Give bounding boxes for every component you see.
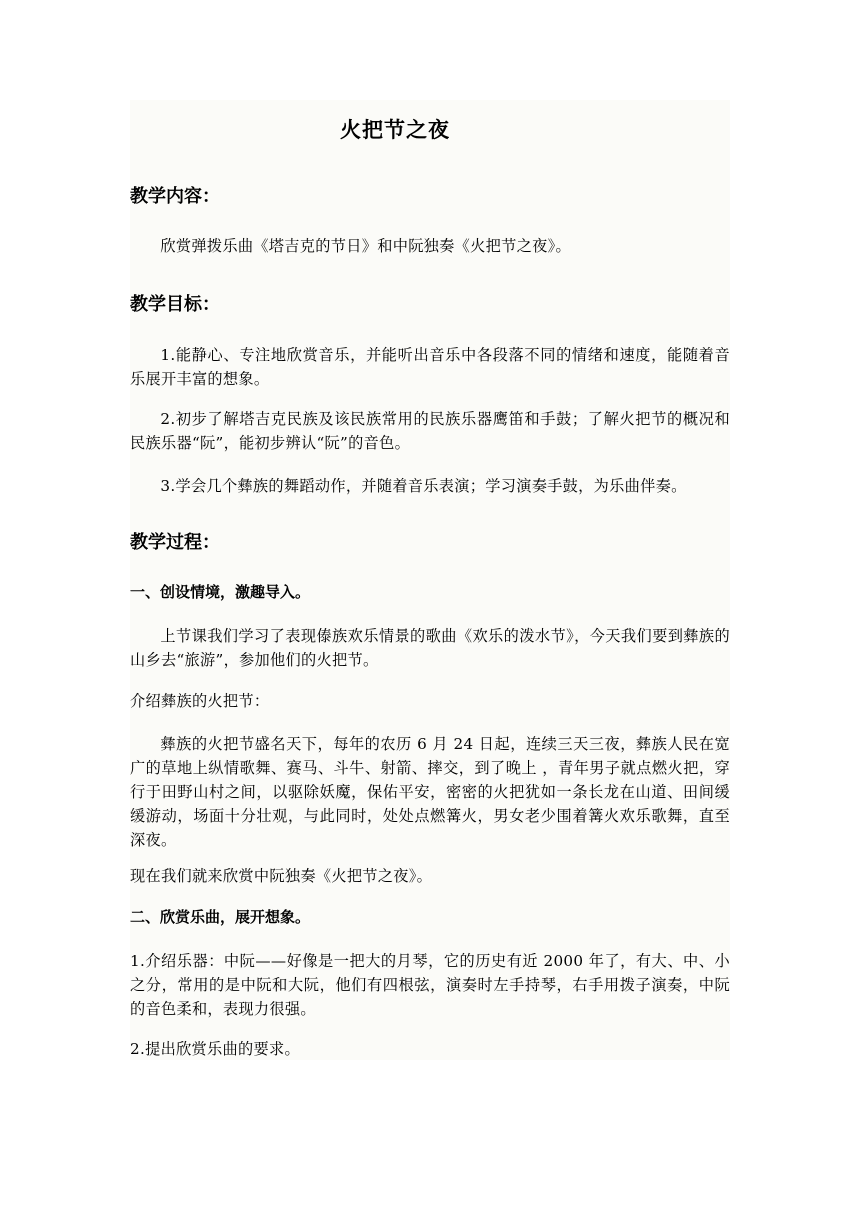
goal-item-2: 2.初步了解塔吉克民族及该民族常用的民族乐器鹰笛和手鼓；了解火把节的概况和民族乐器“阮”，能初步辨认“阮”的音色。	[130, 410, 730, 452]
step1-intro: 上节课我们学习了表现傣族欢乐情景的歌曲《欢乐的泼水节》，今天我们要到彝族的山乡去“旅游”，参加他们的火把节。	[130, 627, 730, 669]
step2-item-2: 2.提出欣赏乐曲的要求。	[130, 1040, 300, 1058]
heading-teaching-content: 教学内容：	[130, 186, 220, 207]
heading-teaching-process: 教学过程：	[130, 532, 220, 553]
step1-label: 介绍彝族的火把节：	[130, 692, 270, 710]
teaching-content-text: 欣赏弹拨乐曲《塔吉克的节日》和中阮独奏《火把节之夜》。	[160, 237, 571, 255]
document-title: 火把节之夜	[340, 117, 450, 142]
step2-heading: 二、欣赏乐曲，展开想象。	[130, 908, 311, 926]
step1-closing: 现在我们就来欣赏中阮独奏《火把节之夜》。	[130, 867, 433, 885]
goal-item-3: 3.学会几个彝族的舞蹈动作，并随着音乐表演；学习演奏手鼓，为乐曲伴奏。	[160, 477, 687, 495]
step2-item-1: 1.介绍乐器：中阮——好像是一把大的月琴，它的历史有近 2000 年了，有大、中、小之分，常用的是中阮和大阮，他们有四根弦，演奏时左手持琴，右手用拨子演奏，中阮的音色柔和，表现力很强。	[130, 952, 730, 1018]
step1-heading: 一、创设情境，激趣导入。	[130, 583, 311, 601]
step1-body: 彝族的火把节盛名天下，每年的农历 6 月 24 日起，连续三天三夜，彝族人民在宽广的草地上纵情歌舞、赛马、斗牛、射箭、摔交，到了晚上 ，青年男子就点燃火把，穿行于田野山村之间，以驱除妖魔，保佑平安，密密的火把犹如一条长龙在山道、田间缓缓游动，场面十分壮观，与此同时，处处点燃篝火，男女老少围着篝火欢乐歌舞，直至深夜。	[130, 735, 730, 849]
heading-teaching-goals: 教学目标：	[130, 294, 220, 315]
goal-item-1: 1.能静心、专注地欣赏音乐，并能听出音乐中各段落不同的情绪和速度，能随着音乐展开丰富的想象。	[130, 346, 730, 388]
